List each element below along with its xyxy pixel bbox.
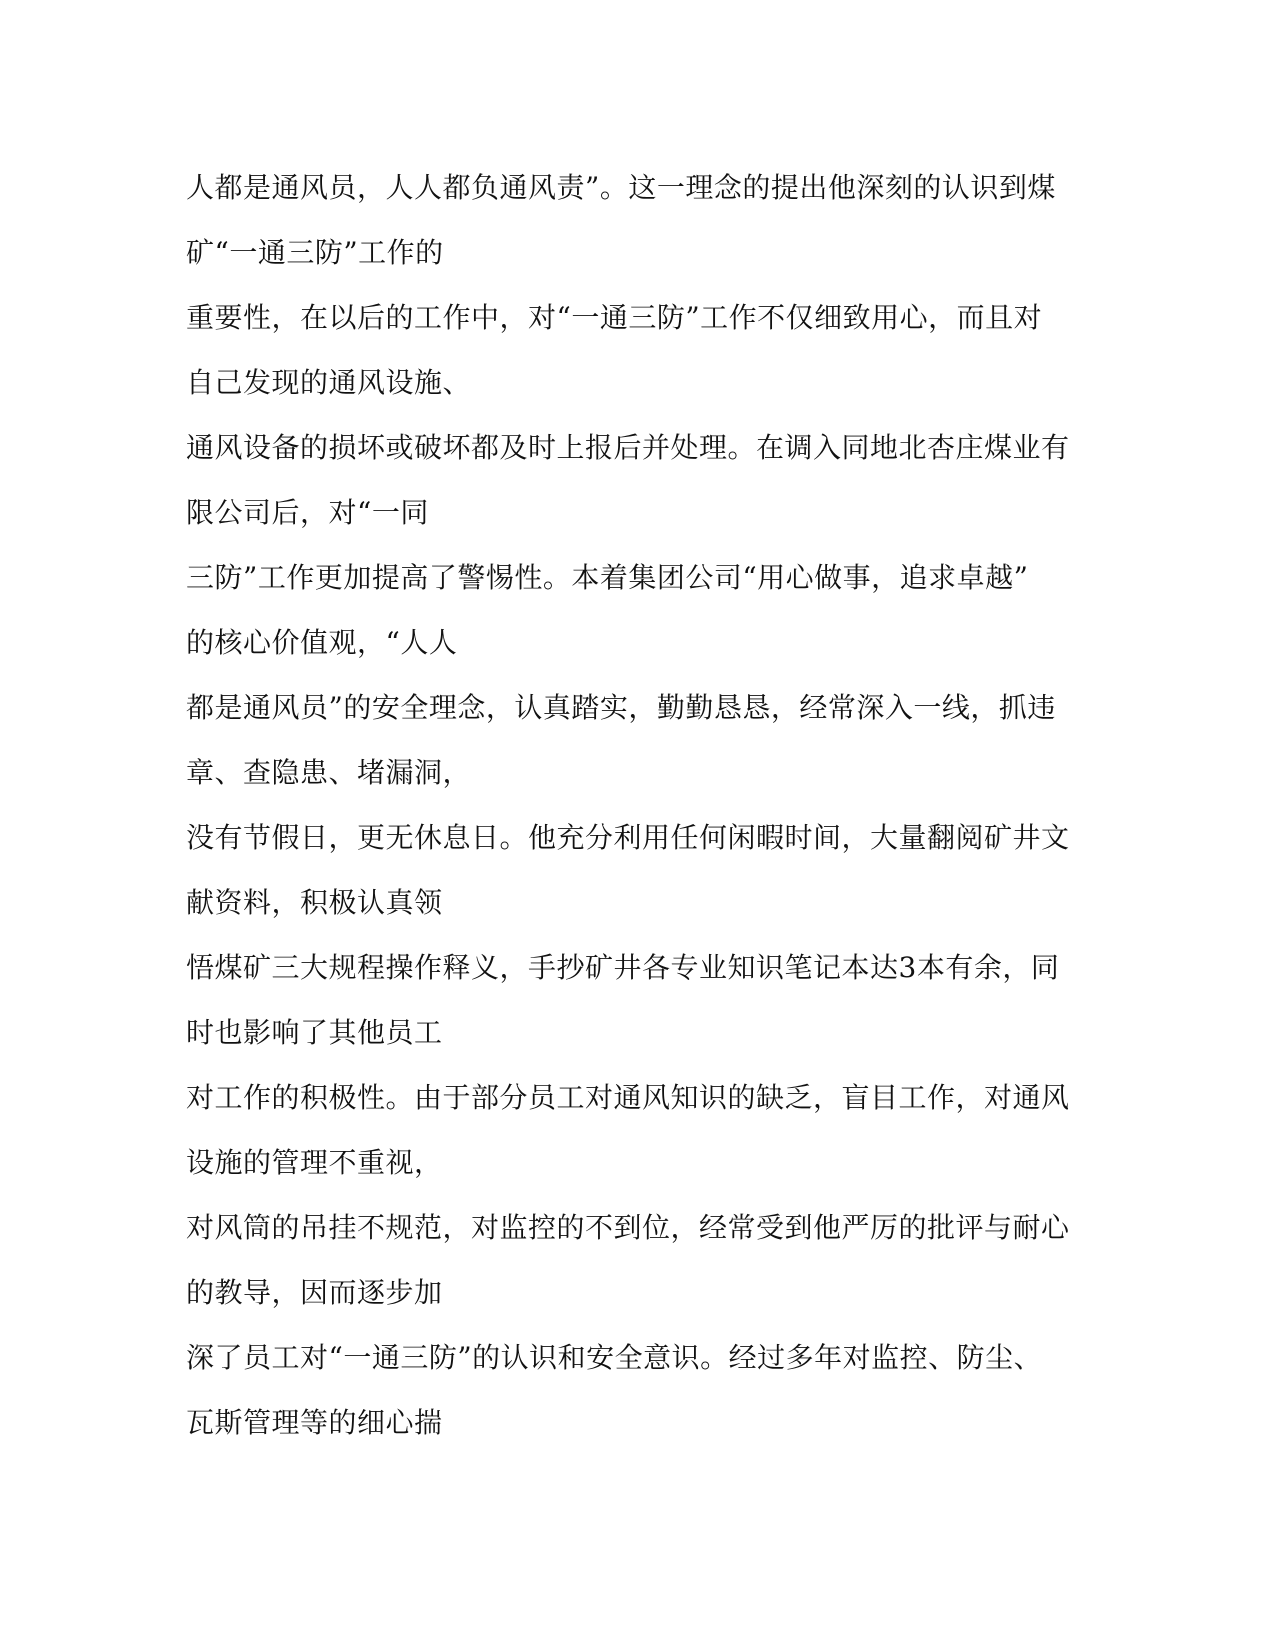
text-line: 悟煤矿三大规程操作释义，手抄矿井各专业知识笔记本达3本有余，同	[186, 951, 1060, 984]
text-line: 章、查隐患、堵漏洞，	[186, 756, 472, 789]
text-line: 的教导，因而逐步加	[186, 1276, 443, 1309]
text-line: 对工作的积极性。由于部分员工对通风知识的缺乏，盲目工作，对通风	[186, 1081, 1070, 1114]
text-line: 献资料，积极认真领	[186, 886, 443, 919]
text-line: 的核心价值观，“人人	[186, 626, 458, 659]
text-line: 三防”工作更加提高了警惕性。本着集团公司“用心做事，追求卓越”	[186, 561, 1029, 594]
text-line: 深了员工对“一通三防”的认识和安全意识。经过多年对监控、防尘、	[186, 1341, 1043, 1374]
body-text	[186, 168, 1106, 1468]
text-line: 人都是通风员，人人都负通风责”。这一理念的提出他深刻的认识到煤	[186, 171, 1056, 204]
text-line: 矿“一通三防”工作的	[186, 236, 444, 269]
text-line: 瓦斯管理等的细心揣	[186, 1406, 443, 1439]
text-line: 重要性，在以后的工作中，对“一通三防”工作不仅细致用心，而且对	[186, 301, 1043, 334]
text-line: 通风设备的损坏或破坏都及时上报后并处理。在调入同地北杏庄煤业有	[186, 431, 1070, 464]
text-line: 设施的管理不重视，	[186, 1146, 443, 1179]
text-line: 自己发现的通风设施、	[186, 366, 472, 399]
text-line: 限公司后，对“一同	[186, 496, 429, 529]
text-line: 时也影响了其他员工	[186, 1016, 443, 1049]
text-line: 没有节假日，更无休息日。他充分利用任何闲暇时间，大量翻阅矿井文	[186, 821, 1070, 854]
text-line: 都是通风员”的安全理念，认真踏实，勤勤恳恳，经常深入一线，抓违	[186, 691, 1056, 724]
text-line: 对风筒的吊挂不规范，对监控的不到位，经常受到他严厉的批评与耐心	[186, 1211, 1070, 1244]
